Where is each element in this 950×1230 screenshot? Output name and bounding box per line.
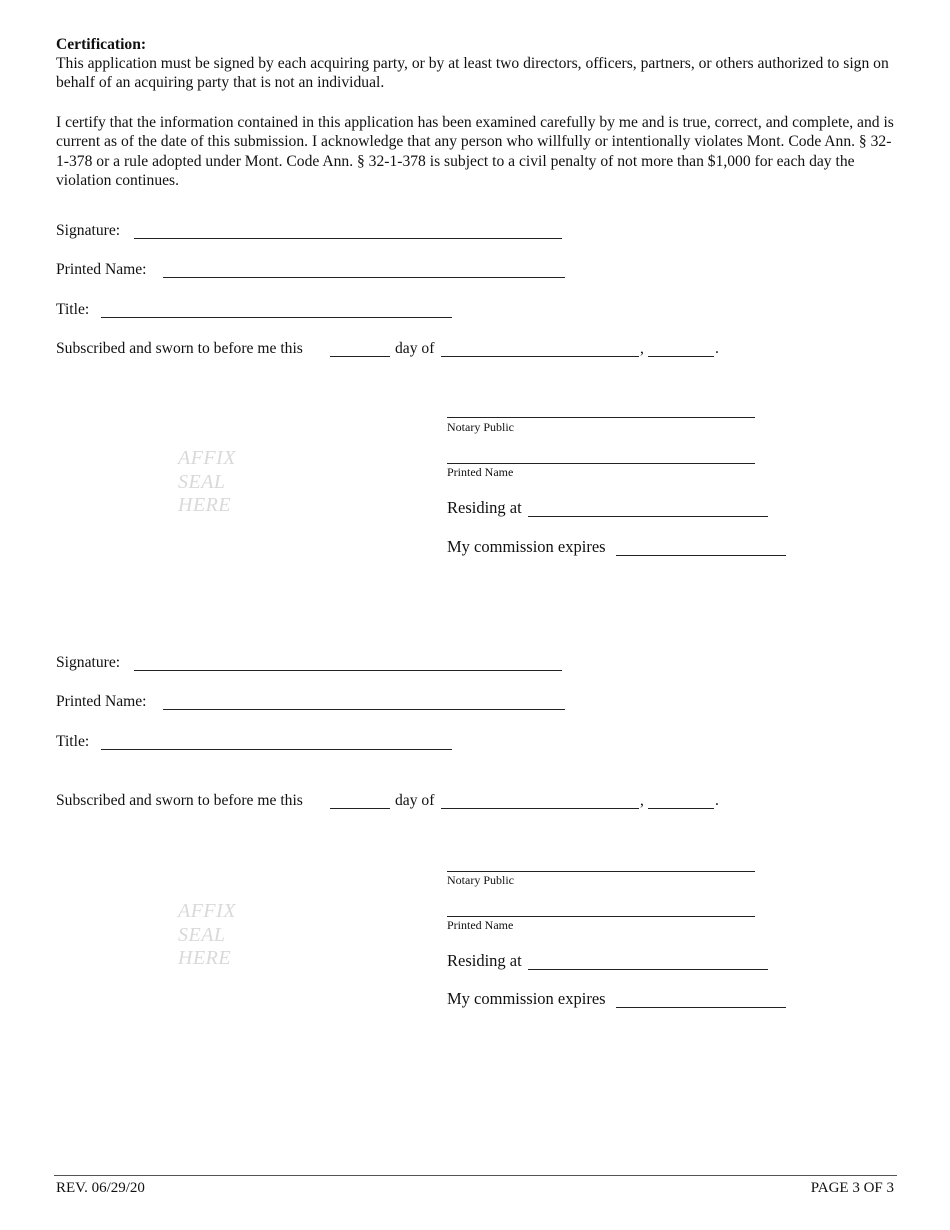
notary-printed-name-label: Printed Name — [447, 918, 514, 932]
signature-label: Signature: — [56, 654, 121, 671]
commission-line[interactable] — [616, 1007, 786, 1008]
title-label: Title: — [56, 301, 90, 318]
sworn-prefix: Subscribed and sworn to before me this — [56, 792, 303, 809]
residing-line[interactable] — [528, 969, 768, 970]
printed-name-line[interactable] — [163, 277, 565, 278]
notary-printed-name-label: Printed Name — [447, 465, 514, 479]
revision-date: REV. 06/29/20 — [56, 1180, 145, 1196]
commission-label: My commission expires — [447, 537, 606, 556]
printed-name-label: Printed Name: — [56, 261, 147, 278]
printed-name-line[interactable] — [163, 709, 565, 710]
page-number: PAGE 3 OF 3 — [810, 1180, 894, 1196]
certification-statement: I certify that the information contained in this application has been examined carefully by me and is true, correct, and complete, and is current as of the date of this submission. I acknowledge that any person who willfully or intentionally violates Mont. Code Ann. § 32-1-378 or a rule adopted under Mont. Code Ann. § 32-1-378 is subject to a civil penalty of not more than $1,000 for each day the violation continues. — [56, 114, 894, 190]
title-label: Title: — [56, 733, 90, 750]
signature-label: Signature: — [56, 222, 121, 239]
commission-label: My commission expires — [447, 989, 606, 1008]
sworn-day-line[interactable] — [330, 356, 390, 357]
residing-line[interactable] — [528, 516, 768, 517]
sworn-comma: , — [640, 792, 644, 809]
affix-seal-area: AFFIX SEAL HERE — [178, 900, 237, 969]
sworn-month-line[interactable] — [441, 356, 639, 357]
sworn-prefix: Subscribed and sworn to before me this — [56, 340, 303, 357]
notary-signature-line[interactable] — [447, 871, 755, 872]
sworn-year-line[interactable] — [648, 808, 714, 809]
certification-instructions: This application must be signed by each acquiring party, or by at least two directors, officers, partners, or others authorized to sign on behalf of an acquiring party that is not an individual. — [56, 55, 889, 92]
sworn-period: . — [715, 792, 719, 809]
notary-printed-name-line[interactable] — [447, 916, 755, 917]
sworn-period: . — [715, 340, 719, 357]
printed-name-label: Printed Name: — [56, 693, 147, 710]
signature-line[interactable] — [134, 238, 562, 239]
residing-label: Residing at — [447, 498, 522, 517]
notary-public-label: Notary Public — [447, 873, 514, 887]
footer-divider — [54, 1175, 897, 1176]
sworn-comma: , — [640, 340, 644, 357]
notary-signature-line[interactable] — [447, 417, 755, 418]
certification-heading: Certification: — [56, 36, 147, 53]
title-line[interactable] — [101, 749, 452, 750]
sworn-year-line[interactable] — [648, 356, 714, 357]
sworn-day-of: day of — [395, 340, 435, 357]
notary-printed-name-line[interactable] — [447, 463, 755, 464]
affix-seal-area: AFFIX SEAL HERE — [178, 447, 237, 516]
commission-line[interactable] — [616, 555, 786, 556]
sworn-day-line[interactable] — [330, 808, 390, 809]
sworn-month-line[interactable] — [441, 808, 639, 809]
notary-public-label: Notary Public — [447, 420, 514, 434]
title-line[interactable] — [101, 317, 452, 318]
sworn-day-of: day of — [395, 792, 435, 809]
signature-line[interactable] — [134, 670, 562, 671]
residing-label: Residing at — [447, 951, 522, 970]
